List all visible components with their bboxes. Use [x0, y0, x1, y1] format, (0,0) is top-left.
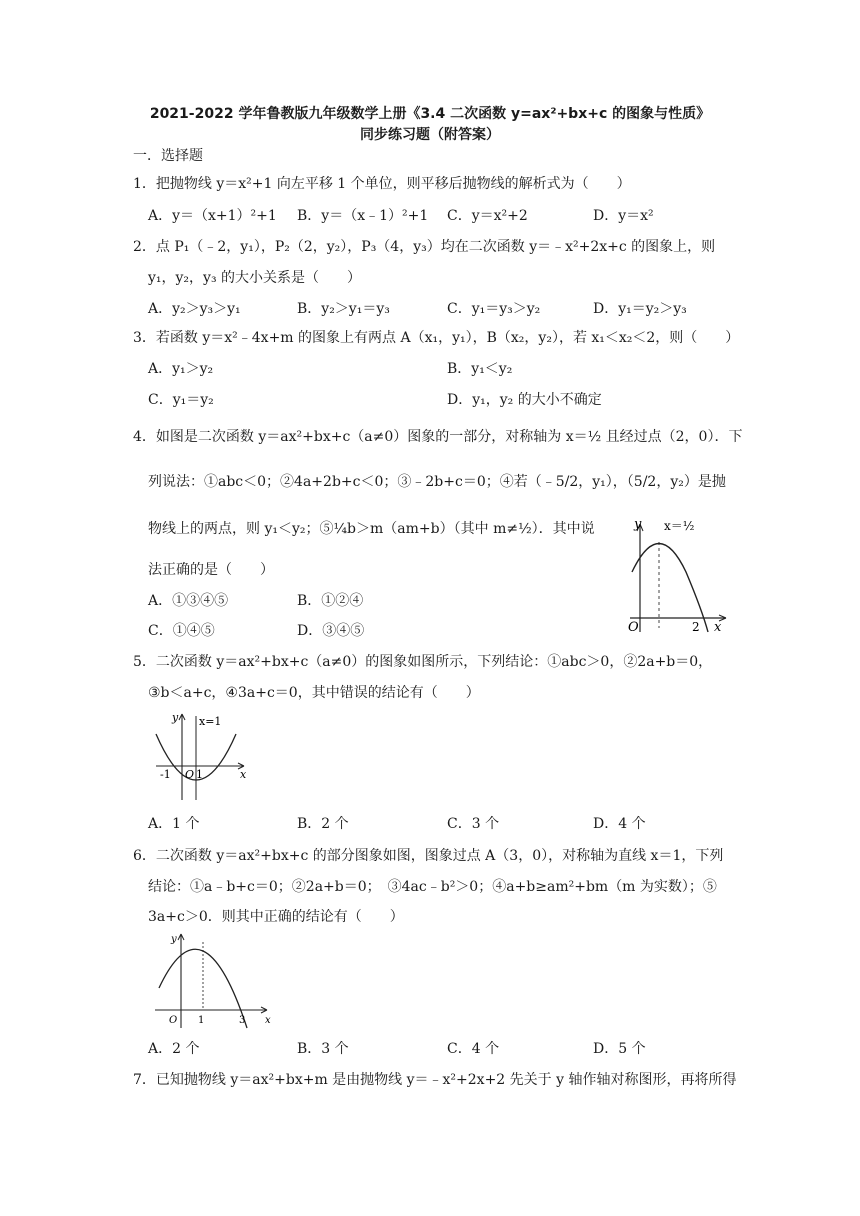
q5-line1: 5．二次函数 y＝ax²+bx+c（a≠0）的图象如图所示，下列结论：①abc＞0，②2a+b＝0，	[133, 654, 713, 670]
q6-line1: 6．二次函数 y＝ax²+bx+c 的部分图象如图，图象过点 A（3，0），对称轴为直线 x＝1，下列	[133, 848, 724, 864]
q1-option-c: C．y＝x²+2	[447, 208, 528, 224]
q2-option-d: D．y₁＝y₂＞y₃	[593, 301, 687, 317]
q4-line2: 列说法：①abc＜0；②4a+2b+c＜0；③﹣2b+c＝0；④若（﹣5/2，y₁），（5/2，y₂）是抛	[148, 474, 726, 490]
q5-origin-label: O	[185, 768, 195, 781]
q6-option-a: A．2 个	[148, 1041, 200, 1057]
doc-title-line1: 2021-2022 学年鲁教版九年级数学上册《3.4 二次函数 y=ax²+bx+c 的图象与性质》	[149, 106, 711, 122]
q6-option-b: B．3 个	[297, 1041, 349, 1057]
q2-stem-line2: y₁，y₂，y₃ 的大小关系是（ ）	[148, 270, 362, 286]
q6-option-c: C．4 个	[447, 1041, 500, 1057]
q3-option-d: D．y₁，y₂ 的大小不确定	[447, 392, 602, 408]
q6-option-d: D．5 个	[593, 1041, 646, 1057]
q3-option-a: A．y₁＞y₂	[148, 361, 214, 377]
q6-origin-label: O	[169, 1015, 178, 1026]
q1-stem: 1．把抛物线 y＝x²+1 向左平移 1 个单位，则平移后抛物线的解析式为（ ）	[133, 176, 631, 192]
section-heading: 一．选择题	[133, 148, 203, 164]
q4-parabola-curve	[632, 544, 708, 633]
q3-stem: 3．若函数 y＝x²﹣4x+m 的图象上有两点 A（x₁，y₁），B（x₂，y₂），若 x₁＜x₂＜2，则（ ）	[133, 330, 740, 346]
q4-line4: 法正确的是（ ）	[148, 562, 274, 578]
q6-line2: 结论：①a﹣b+c＝0；②2a+b＝0； ③4ac﹣b²＞0；④a+b≥am²+bm（m 为实数）；⑤	[148, 879, 717, 895]
q4-x-label: x	[714, 620, 722, 635]
q6-three-label: 3	[239, 1015, 246, 1026]
q6-line3: 3a+c＞0．则其中正确的结论有（ ）	[148, 909, 404, 925]
q4-option-b: B．①②④	[297, 593, 364, 609]
q3-option-b: B．y₁＜y₂	[447, 361, 513, 377]
q4-line1: 4．如图是二次函数 y＝ax²+bx+c（a≠0）图象的一部分，对称轴为 x＝½ 且经过点（2，0）．下	[133, 429, 743, 445]
q5-one-label: 1	[196, 768, 203, 781]
q4-option-d: D．③④⑤	[297, 623, 365, 639]
q2-option-b: B．y₂＞y₁＝y₃	[297, 301, 390, 317]
q4-axis-label: x＝½	[664, 519, 695, 533]
q3-option-c: C．y₁＝y₂	[148, 392, 214, 408]
q1-option-a: A．y＝（x+1）²+1	[148, 208, 277, 224]
q1-option-b: B．y＝（x﹣1）²+1	[297, 208, 429, 224]
q4-line3: 物线上的两点，则 y₁＜y₂；⑤¼b＞m（am+b）（其中 m≠½）．其中说	[148, 521, 595, 537]
q5-neg1-label: -1	[160, 768, 171, 781]
q4-origin-label: O	[628, 620, 639, 635]
q6-one-label: 1	[198, 1015, 205, 1026]
q5-option-b: B．2 个	[297, 816, 349, 832]
q5-option-c: C．3 个	[447, 816, 500, 832]
q5-option-d: D．4 个	[593, 816, 646, 832]
q4-y-label: y	[634, 517, 642, 532]
q6-x-label: x	[265, 1015, 271, 1026]
q5-line2: ③b＜a+c，④3a+c＝0，其中错误的结论有（ ）	[148, 685, 480, 701]
q2-stem-line1: 2．点 P₁（﹣2，y₁），P₂（2，y₂），P₃（4，y₃）均在二次函数 y＝﹣x²+2x+c 的图象上，则	[133, 239, 716, 255]
q7-line1: 7．已知抛物线 y＝ax²+bx+m 是由抛物线 y＝﹣x²+2x+2 先关于 y 轴作轴对称图形，再将所得	[133, 1072, 737, 1088]
q6-parabola-figure	[155, 930, 275, 1030]
q4-parabola-figure	[622, 510, 732, 635]
q4-option-a: A．①③④⑤	[148, 593, 229, 609]
q4-two-label: 2	[692, 620, 700, 634]
q1-option-d: D．y＝x²	[593, 208, 654, 224]
q6-y-label: y	[171, 934, 177, 945]
q4-option-c: C．①④⑤	[148, 623, 215, 639]
q5-axis-label: x=1	[199, 715, 222, 728]
q5-x-label: x	[240, 768, 247, 781]
q2-option-c: C．y₁＝y₃＞y₂	[447, 301, 541, 317]
q5-parabola-figure	[152, 708, 252, 803]
q5-option-a: A．1 个	[148, 816, 200, 832]
doc-title-line2: 同步练习题（附答案）	[360, 127, 500, 143]
q2-option-a: A．y₂＞y₃＞y₁	[148, 301, 241, 317]
q5-y-label: y	[172, 711, 179, 724]
